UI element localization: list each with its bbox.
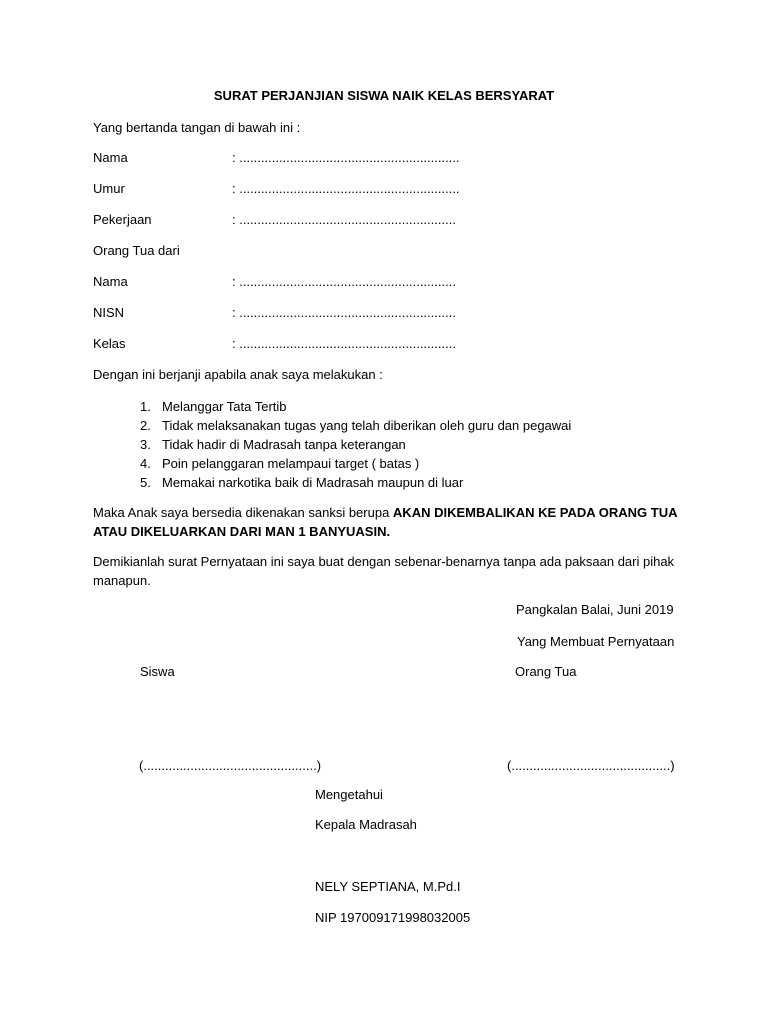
promise-intro: Dengan ini berjanji apabila anak saya melakukan : <box>93 367 383 382</box>
head-nip: NIP 197009171998032005 <box>315 910 471 925</box>
list-text: Memakai narkotika baik di Madrasah maupun di luar <box>162 475 464 490</box>
list-text: Tidak hadir di Madrasah tanpa keterangan <box>162 437 406 452</box>
sanction-prefix: Maka Anak saya bersedia dikenakan sanksi berupa <box>93 505 393 520</box>
document-title: SURAT PERJANJIAN SISWA NAIK KELAS BERSYARAT <box>213 88 555 103</box>
head-name: NELY SEPTIANA, M.Pd.I <box>315 879 461 894</box>
list-number: 2. <box>140 418 151 433</box>
list-item <box>140 454 571 473</box>
student-nisn-label: NISN <box>93 305 125 320</box>
parent-name-label: Nama <box>93 150 128 165</box>
list-number: 1. <box>140 399 151 414</box>
parent-age-field: : ............................................................. <box>232 181 460 196</box>
student-signature-line: (................................................) <box>139 758 322 773</box>
list-text: Poin pelanggaran melampaui target ( batas ) <box>162 456 420 471</box>
sanction-paragraph <box>93 503 683 541</box>
list-item <box>140 435 571 454</box>
student-class-field: : ............................................................ <box>232 336 456 351</box>
parent-of-label: Orang Tua dari <box>93 243 180 258</box>
parent-name-field: : ............................................................. <box>232 150 460 165</box>
acknowledge-label: Mengetahui <box>315 787 383 802</box>
student-nisn-field: : ............................................................ <box>232 305 456 320</box>
maker-label: Yang Membuat Pernyataan <box>517 634 675 649</box>
student-class-label: Kelas <box>93 336 126 351</box>
list-text: Tidak melaksanakan tugas yang telah diberikan oleh guru dan pegawai <box>162 418 572 433</box>
list-text: Melanggar Tata Tertib <box>162 399 287 414</box>
parent-signature-line: (............................................) <box>507 758 675 773</box>
list-item <box>140 416 572 435</box>
student-name-label: Nama <box>93 274 128 289</box>
list-item <box>140 397 571 416</box>
parent-signer-label: Orang Tua <box>515 664 577 679</box>
rules-list <box>140 397 572 492</box>
list-number: 4. <box>140 456 151 471</box>
intro-text: Yang bertanda tangan di bawah ini : <box>93 120 301 135</box>
head-title: Kepala Madrasah <box>315 817 417 832</box>
list-number: 3. <box>140 437 151 452</box>
declaration-paragraph: Demikianlah surat Pernyataan ini saya buat dengan sebenar-benarnya tanpa ada paksaan dari pihak manapun. <box>93 554 675 588</box>
list-item <box>140 473 571 492</box>
parent-job-field: : ............................................................ <box>232 212 456 227</box>
parent-age-label: Umur <box>93 181 125 196</box>
parent-job-label: Pekerjaan <box>93 212 152 227</box>
student-name-field: : ............................................................ <box>232 274 456 289</box>
list-number: 5. <box>140 475 151 490</box>
place-date: Pangkalan Balai, Juni 2019 <box>516 602 674 617</box>
sanction-bold: AKAN DIKEMBALIKAN KE PADA ORANG TUA ATAU DIKELUARKAN DARI MAN 1 BANYUASIN. <box>93 505 677 539</box>
student-signer-label: Siswa <box>140 664 175 679</box>
